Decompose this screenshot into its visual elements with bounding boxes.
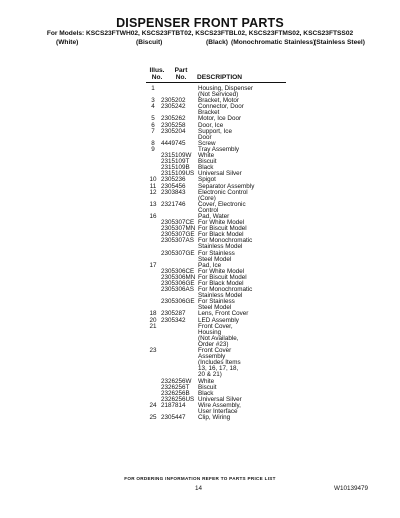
part-number: 2305307MN bbox=[161, 225, 196, 233]
illus-number: 4 bbox=[151, 103, 155, 111]
illus-number: 21 bbox=[149, 322, 157, 330]
part-description: For Biscuit Model bbox=[198, 225, 247, 233]
part-number: 2305242 bbox=[161, 103, 186, 111]
illus-number: 23 bbox=[149, 347, 157, 355]
part-number: 2315109T bbox=[161, 158, 190, 166]
part-number: 2305306GE bbox=[161, 280, 195, 287]
part-number: 2315109W bbox=[161, 152, 192, 160]
illus-number: 25 bbox=[149, 414, 157, 422]
page-number: 14 bbox=[195, 485, 203, 492]
part-description: Biscuit bbox=[198, 383, 217, 391]
part-number: 2305262 bbox=[161, 115, 186, 123]
part-description: (Core) bbox=[198, 194, 216, 202]
color-stainless: (Stainless Steel) bbox=[314, 39, 365, 46]
table-row bbox=[146, 415, 296, 421]
part-description: Motor, Ice Door bbox=[198, 115, 242, 123]
part-description: Separator Assembly bbox=[198, 182, 255, 190]
part-number: 2305204 bbox=[161, 127, 186, 135]
color-black: (Black) bbox=[206, 39, 228, 46]
part-description: For White Model bbox=[198, 219, 245, 227]
illus-number: 1 bbox=[151, 85, 155, 92]
illus-number: 17 bbox=[149, 261, 157, 269]
part-number: 2305306MN bbox=[161, 273, 196, 281]
part-description: (Not Available, bbox=[198, 334, 239, 342]
part-number: 2305307GE bbox=[161, 249, 195, 257]
ordering-note: FOR ORDERING INFORMATION REFER TO PARTS PRICE LIST bbox=[124, 476, 276, 481]
part-description: Pad, Water bbox=[198, 212, 230, 220]
part-description: Bracket bbox=[198, 109, 220, 117]
part-description: Tray Assembly bbox=[198, 145, 240, 153]
part-description: Universal Silver bbox=[198, 395, 242, 403]
part-description: For Black Model bbox=[198, 231, 244, 239]
part-number: 2326256T bbox=[161, 383, 190, 391]
part-number: 2305306GE bbox=[161, 298, 195, 306]
part-description: Housing bbox=[198, 328, 222, 336]
illus-number: 10 bbox=[149, 176, 157, 184]
part-number: 2187814 bbox=[161, 401, 186, 409]
illus-number: 20 bbox=[149, 316, 157, 324]
illus-header: Illus. No. bbox=[149, 67, 165, 82]
illus-number: 3 bbox=[151, 97, 155, 105]
part-number: 2305307CE bbox=[161, 219, 195, 227]
illus-number: 9 bbox=[151, 145, 155, 153]
part-description: Stainless Model bbox=[198, 292, 243, 300]
part-number: 2326256US bbox=[161, 395, 195, 403]
part-description: Biscuit bbox=[198, 158, 217, 166]
part-number: 2305307GE bbox=[161, 231, 195, 239]
part-description: Housing, Dispenser bbox=[198, 85, 253, 92]
part-description: Door, Ice bbox=[198, 121, 224, 129]
illus-number: 13 bbox=[149, 200, 157, 208]
part-description: Door bbox=[198, 133, 212, 141]
parts-table bbox=[146, 86, 296, 421]
part-description: (Includes Items bbox=[198, 359, 241, 367]
illus-number: 11 bbox=[149, 182, 157, 190]
part-description: Support, Ice bbox=[198, 127, 232, 135]
part-description: Control bbox=[198, 206, 219, 214]
description-header: DESCRIPTION bbox=[197, 74, 243, 82]
part-number: 2303843 bbox=[161, 188, 186, 196]
color-biscuit: (Biscuit) bbox=[136, 39, 163, 46]
illus-number: 16 bbox=[149, 212, 157, 220]
part-number: 2321746 bbox=[161, 200, 186, 208]
part-number: 2305342 bbox=[161, 316, 186, 324]
part-number: 2326256W bbox=[161, 377, 192, 385]
part-description: (Not Serviced) bbox=[198, 91, 239, 99]
part-number: 4449745 bbox=[161, 139, 186, 147]
color-white: (White) bbox=[56, 39, 79, 46]
illus-number: 5 bbox=[151, 115, 155, 123]
part-number: 2305306CE bbox=[161, 267, 195, 275]
part-description: Front Cover, bbox=[198, 322, 233, 330]
part-description: Cover, Electronic bbox=[198, 200, 246, 208]
part-description: LED Assembly bbox=[198, 316, 239, 324]
part-description: Steel Model bbox=[198, 304, 232, 312]
part-number: 2315109B bbox=[161, 164, 190, 172]
illus-number: 8 bbox=[151, 139, 155, 147]
part-description: Front Cover bbox=[198, 347, 232, 355]
illus-number: 24 bbox=[149, 401, 157, 409]
part-description: Spigot bbox=[198, 176, 216, 184]
illus-number: 12 bbox=[149, 188, 157, 196]
part-description: User Interface bbox=[198, 407, 238, 415]
part-number: 2326256B bbox=[161, 389, 190, 397]
part-description: Pad, Ice bbox=[198, 261, 222, 269]
part-description: For Stainless bbox=[198, 249, 235, 257]
part-description: Screw bbox=[198, 139, 216, 147]
illus-number: 18 bbox=[149, 310, 157, 318]
part-description: For Black Model bbox=[198, 280, 244, 287]
part-header: Part No. bbox=[174, 67, 188, 82]
page-title: DISPENSER FRONT PARTS bbox=[116, 16, 284, 30]
part-description: Connector, Door bbox=[198, 103, 244, 111]
part-description: Black bbox=[198, 389, 214, 397]
part-description: White bbox=[198, 377, 215, 385]
part-description: For Monochromatic bbox=[198, 237, 253, 245]
part-description: For Biscuit Model bbox=[198, 273, 247, 281]
part-number: 2305306AS bbox=[161, 286, 194, 294]
part-number: 2305258 bbox=[161, 121, 186, 129]
part-description: 20 & 21) bbox=[198, 371, 222, 379]
part-description: Lens, Front Cover bbox=[198, 310, 249, 318]
part-description: For Monochromatic bbox=[198, 286, 253, 294]
models-line: For Models: KSCS23FTWH02, KSCS23FTBT02, KSCS23FTBL02, KSCS23FTMS02, KSCS23FTSS02 bbox=[46, 30, 354, 37]
part-description: Stainless Model bbox=[198, 243, 243, 251]
part-description: Steel Model bbox=[198, 255, 232, 263]
illus-number: 6 bbox=[151, 121, 155, 129]
part-number: 2305307AS bbox=[161, 237, 194, 245]
part-description: Order #23) bbox=[198, 340, 229, 348]
document-number: W10139479 bbox=[334, 485, 368, 492]
part-description: Wire Assembly, bbox=[198, 401, 241, 409]
color-monochromatic: (Monochromatic Stainless) bbox=[231, 39, 316, 46]
part-number: 2305202 bbox=[161, 97, 186, 105]
illus-number: 7 bbox=[151, 127, 155, 135]
part-description: Black bbox=[198, 164, 214, 172]
part-description: Bracket, Motor bbox=[198, 97, 239, 105]
part-description: For White Model bbox=[198, 267, 245, 275]
part-description: For Stainless bbox=[198, 298, 235, 306]
part-number: 2315109US bbox=[161, 170, 195, 178]
part-number: 2305456 bbox=[161, 182, 186, 190]
part-number: 2305236 bbox=[161, 176, 186, 184]
part-description: Electronic Control bbox=[198, 188, 248, 196]
part-description: Assembly bbox=[198, 353, 226, 361]
header-divider bbox=[146, 82, 286, 83]
part-description: 13, 16, 17, 18, bbox=[198, 365, 239, 373]
part-description: Universal Silver bbox=[198, 170, 242, 178]
part-number: 2305287 bbox=[161, 310, 186, 318]
part-description: Clip, Wiring bbox=[198, 414, 231, 422]
part-description: White bbox=[198, 152, 215, 160]
part-number: 2305447 bbox=[161, 414, 186, 422]
